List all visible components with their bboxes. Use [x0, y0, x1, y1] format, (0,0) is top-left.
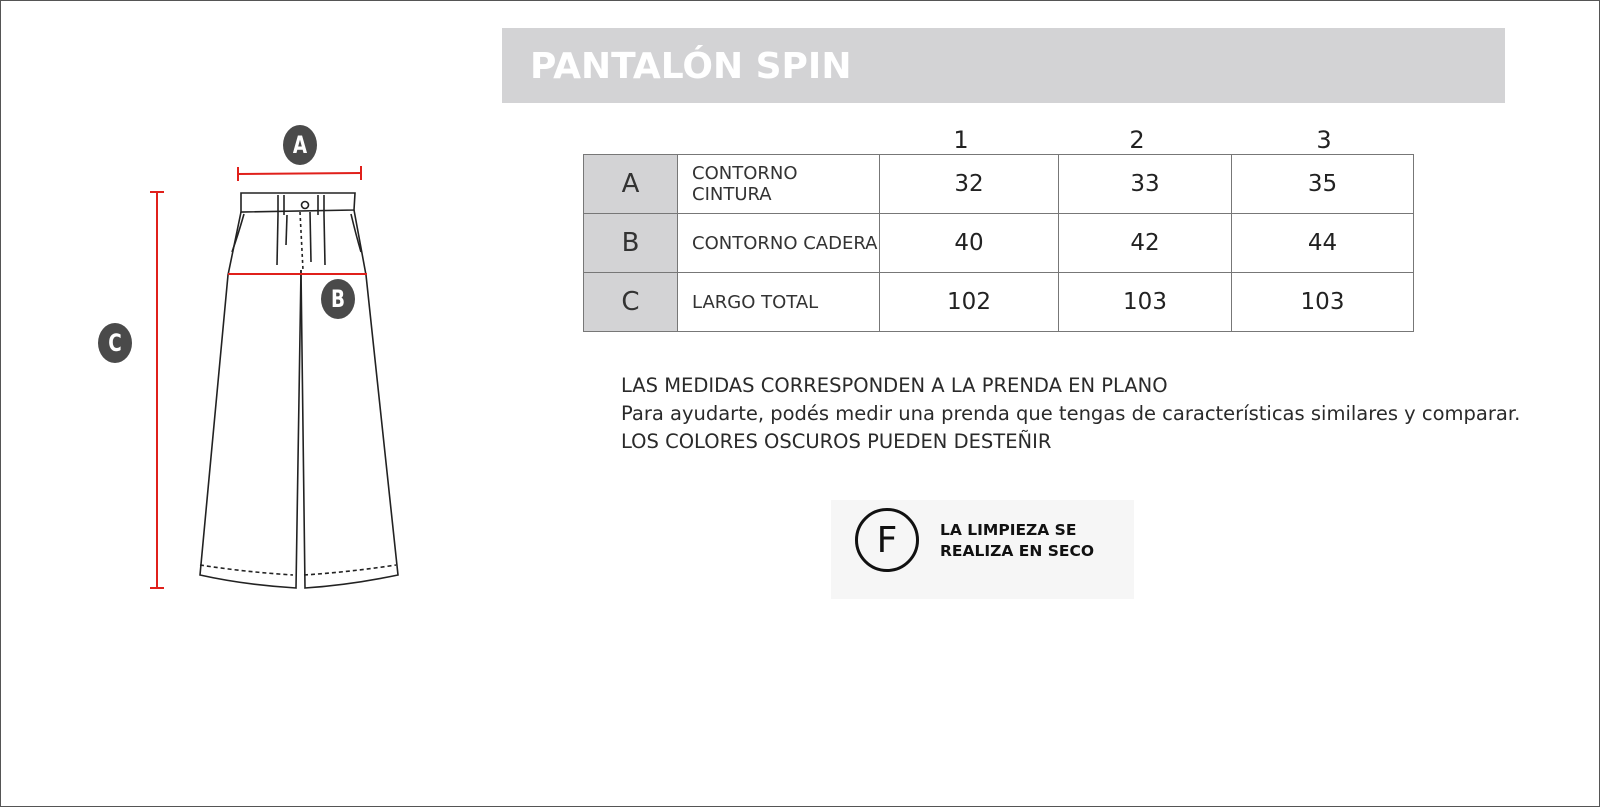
- badge-a: A: [283, 125, 317, 165]
- size-header-1: 1: [953, 126, 969, 154]
- pants-diagram: [0, 0, 480, 807]
- table-cell: 40: [880, 214, 1059, 273]
- row-label: CONTORNO CADERA: [678, 214, 880, 273]
- badge-c: C: [98, 323, 132, 363]
- size-table: [583, 154, 1414, 332]
- title-bar: [502, 28, 1505, 103]
- care-text: [940, 520, 1094, 562]
- table-cell: 102: [880, 273, 1059, 332]
- note-line: LAS MEDIDAS CORRESPONDEN A LA PRENDA EN PLANO: [621, 374, 1168, 397]
- measurement-notes: [621, 372, 1520, 456]
- table-cell: 32: [880, 155, 1059, 214]
- row-label: LARGO TOTAL: [678, 273, 880, 332]
- row-code: A: [584, 155, 678, 214]
- table-cell: 44: [1232, 214, 1414, 273]
- page-title: PANTALÓN SPIN: [530, 46, 852, 87]
- table-row: [584, 273, 1414, 332]
- pants-outline: [200, 193, 398, 588]
- table-cell: 103: [1059, 273, 1232, 332]
- row-label: CONTORNO CINTURA: [678, 155, 880, 214]
- size-header-2: 2: [1129, 126, 1145, 154]
- size-header-3: 3: [1316, 126, 1332, 154]
- note-line: Para ayudarte, podés medir una prenda que tengas de características similares y comparar.: [621, 402, 1521, 425]
- dry-clean-f-icon: F: [855, 508, 919, 572]
- row-code: C: [584, 273, 678, 332]
- table-cell: 103: [1232, 273, 1414, 332]
- note-line: LOS COLORES OSCUROS PUEDEN DESTEÑIR: [621, 430, 1052, 453]
- care-instruction: [831, 500, 1134, 599]
- care-text-line1: LA LIMPIEZA SE: [940, 521, 1077, 539]
- care-text-line2: REALIZA EN SECO: [940, 542, 1095, 560]
- measure-line-c: [150, 192, 164, 588]
- table-cell: 42: [1059, 214, 1232, 273]
- table-cell: 35: [1232, 155, 1414, 214]
- measure-line-a: [238, 166, 361, 181]
- badge-b: B: [321, 279, 355, 319]
- table-row: [584, 155, 1414, 214]
- table-cell: 33: [1059, 155, 1232, 214]
- table-row: [584, 214, 1414, 273]
- row-code: B: [584, 214, 678, 273]
- pants-illustration: [0, 0, 480, 807]
